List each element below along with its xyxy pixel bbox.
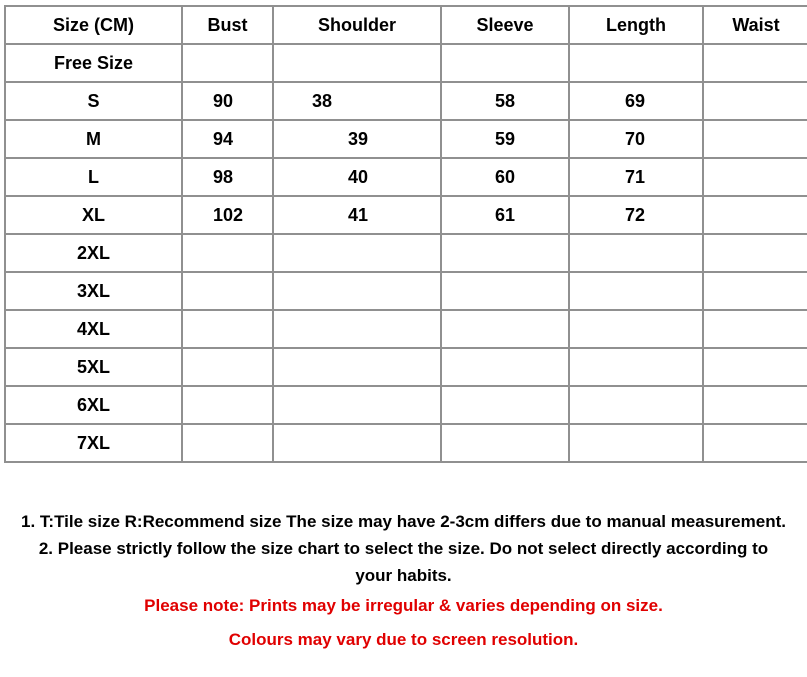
cell-size: M — [5, 120, 182, 158]
cell-sleeve: 58 — [441, 82, 569, 120]
cell-size: XL — [5, 196, 182, 234]
cell-size: 5XL — [5, 348, 182, 386]
table-row — [5, 158, 807, 196]
cell-length: 70 — [569, 120, 703, 158]
cell-waist — [703, 120, 807, 158]
warning-colours: Colours may vary due to screen resolution. — [228, 630, 579, 649]
cell-length — [569, 234, 703, 272]
cell-waist — [703, 158, 807, 196]
table-row — [5, 234, 807, 272]
table-row — [5, 424, 807, 462]
cell-size: Free Size — [5, 44, 182, 82]
cell-bust — [182, 44, 273, 82]
table-header-row — [5, 6, 807, 44]
cell-bust — [182, 348, 273, 386]
size-notes — [0, 508, 807, 657]
note-measurement: 1. T:Tile size R:Recommend size The size may have 2-3cm differs due to manual measurement. — [21, 512, 786, 531]
cell-bust — [182, 234, 273, 272]
cell-size: S — [5, 82, 182, 120]
cell-waist — [703, 272, 807, 310]
header-waist: Waist — [703, 6, 807, 44]
warning-prints: Please note: Prints may be irregular & varies depending on size. — [144, 596, 663, 615]
cell-length — [569, 386, 703, 424]
header-sleeve: Sleeve — [441, 6, 569, 44]
table-row — [5, 82, 807, 120]
cell-sleeve: 61 — [441, 196, 569, 234]
note-follow-chart-cont: your habits. — [355, 566, 452, 585]
cell-size: 6XL — [5, 386, 182, 424]
cell-waist — [703, 310, 807, 348]
table-row — [5, 348, 807, 386]
table-row — [5, 120, 807, 158]
cell-shoulder — [273, 348, 441, 386]
cell-sleeve — [441, 348, 569, 386]
cell-waist — [703, 82, 807, 120]
cell-length — [569, 348, 703, 386]
cell-waist — [703, 348, 807, 386]
cell-length: 69 — [569, 82, 703, 120]
cell-waist — [703, 196, 807, 234]
cell-size: 7XL — [5, 424, 182, 462]
cell-length: 71 — [569, 158, 703, 196]
cell-sleeve — [441, 44, 569, 82]
size-chart-table — [4, 5, 807, 463]
cell-size: L — [5, 158, 182, 196]
size-table-body — [5, 44, 807, 462]
cell-shoulder: 41 — [273, 196, 441, 234]
cell-sleeve — [441, 234, 569, 272]
cell-sleeve: 60 — [441, 158, 569, 196]
cell-bust: 102 — [182, 196, 273, 234]
cell-sleeve — [441, 424, 569, 462]
cell-bust: 98 — [182, 158, 273, 196]
cell-size: 2XL — [5, 234, 182, 272]
cell-bust — [182, 424, 273, 462]
cell-waist — [703, 234, 807, 272]
cell-bust — [182, 272, 273, 310]
cell-size: 4XL — [5, 310, 182, 348]
cell-shoulder — [273, 44, 441, 82]
cell-bust: 90 — [182, 82, 273, 120]
cell-waist — [703, 44, 807, 82]
header-length: Length — [569, 6, 703, 44]
cell-shoulder: 40 — [273, 158, 441, 196]
note-follow-chart: 2. Please strictly follow the size chart to select the size. Do not select directly according to — [38, 539, 769, 558]
table-row — [5, 272, 807, 310]
cell-waist — [703, 424, 807, 462]
header-shoulder: Shoulder — [273, 6, 441, 44]
cell-length — [569, 310, 703, 348]
cell-length: 72 — [569, 196, 703, 234]
table-row — [5, 196, 807, 234]
cell-sleeve: 59 — [441, 120, 569, 158]
cell-shoulder — [273, 424, 441, 462]
cell-bust — [182, 310, 273, 348]
cell-length — [569, 44, 703, 82]
cell-waist — [703, 386, 807, 424]
table-row — [5, 44, 807, 82]
cell-sleeve — [441, 272, 569, 310]
header-size: Size (CM) — [5, 6, 182, 44]
cell-shoulder — [273, 310, 441, 348]
cell-sleeve — [441, 386, 569, 424]
table-row — [5, 386, 807, 424]
cell-length — [569, 424, 703, 462]
cell-bust: 94 — [182, 120, 273, 158]
header-bust: Bust — [182, 6, 273, 44]
cell-length — [569, 272, 703, 310]
cell-shoulder — [273, 386, 441, 424]
cell-sleeve — [441, 310, 569, 348]
cell-shoulder: 38 — [273, 82, 441, 120]
table-row — [5, 310, 807, 348]
cell-shoulder — [273, 234, 441, 272]
cell-shoulder: 39 — [273, 120, 441, 158]
cell-bust — [182, 386, 273, 424]
cell-size: 3XL — [5, 272, 182, 310]
cell-shoulder — [273, 272, 441, 310]
